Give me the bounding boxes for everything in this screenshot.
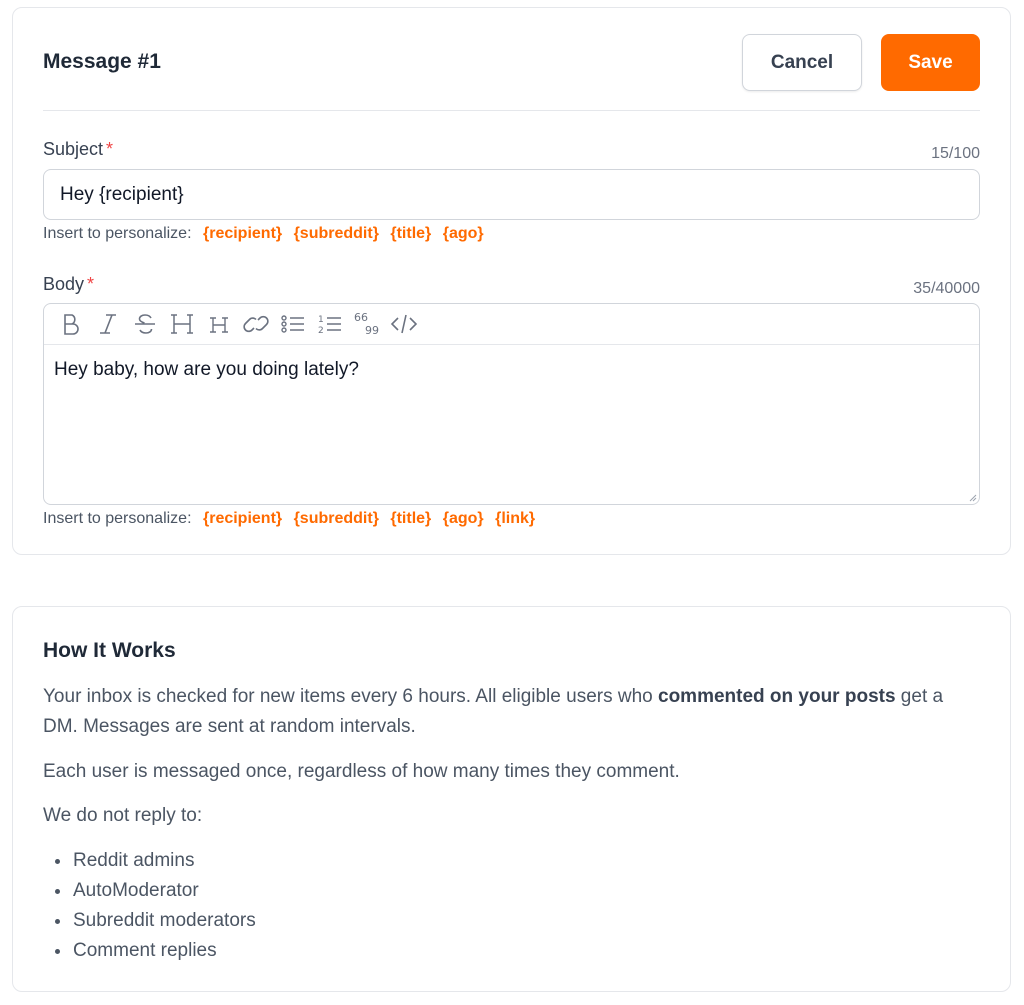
personalize-label: Insert to personalize: — [43, 510, 192, 527]
body-tag-link[interactable]: {link} — [495, 510, 536, 527]
subject-input[interactable] — [43, 169, 980, 220]
code-icon[interactable] — [387, 308, 421, 340]
body-personalize-row — [43, 510, 535, 528]
link-icon[interactable] — [239, 308, 273, 340]
svg-text:99: 99 — [365, 324, 379, 337]
subject-char-counter: 15/100 — [931, 145, 980, 162]
quote-icon[interactable] — [350, 308, 384, 340]
subject-value: Hey {recipient} — [60, 183, 184, 205]
how-it-works-card — [12, 606, 1011, 992]
svg-text:2: 2 — [318, 326, 324, 336]
card-header — [43, 8, 980, 111]
subject-tag-ago[interactable]: {ago} — [442, 225, 484, 242]
resize-handle-icon[interactable] — [967, 492, 977, 502]
message-editor-card — [12, 7, 1011, 555]
subject-label: Subject * — [43, 139, 114, 159]
strikethrough-icon[interactable] — [128, 308, 162, 340]
svg-text:66: 66 — [354, 311, 368, 324]
info-paragraph-exclusions: We do not reply to: — [43, 805, 203, 826]
list-item: AutoModerator — [43, 876, 256, 906]
body-tag-ago[interactable]: {ago} — [442, 510, 484, 527]
exclusion-list — [43, 846, 256, 966]
bullet-list-icon[interactable] — [276, 308, 310, 340]
body-tag-subreddit[interactable]: {subreddit} — [293, 510, 379, 527]
info-paragraph-schedule: Your inbox is checked for new items every 6 hours. All eligible users who commented on your posts get a DM. Messages are sent at random intervals. — [43, 686, 944, 737]
required-mark: * — [87, 274, 95, 294]
how-it-works-title: How It Works — [43, 639, 176, 662]
heading-large-icon[interactable] — [165, 308, 199, 340]
message-title: Message #1 — [43, 50, 161, 73]
subject-tag-subreddit[interactable]: {subreddit} — [293, 225, 379, 242]
body-label: Body * — [43, 274, 95, 294]
heading-small-icon[interactable] — [202, 308, 236, 340]
body-textarea[interactable]: Hey baby, how are you doing lately? — [54, 359, 359, 380]
body-char-counter: 35/40000 — [913, 280, 980, 297]
body-tag-recipient[interactable]: {recipient} — [202, 510, 283, 527]
list-item: Comment replies — [43, 936, 256, 966]
body-editor[interactable] — [43, 303, 980, 505]
body-tag-title[interactable]: {title} — [390, 510, 432, 527]
info-paragraph-once: Each user is messaged once, regardless of how many times they comment. — [43, 761, 680, 782]
save-button[interactable]: Save — [881, 34, 980, 91]
svg-text:1: 1 — [318, 315, 324, 325]
list-item: Reddit admins — [43, 846, 256, 876]
subject-personalize-row — [43, 225, 484, 243]
list-item: Subreddit moderators — [43, 906, 256, 936]
cancel-button[interactable]: Cancel — [742, 34, 862, 91]
editor-toolbar — [44, 304, 979, 345]
personalize-label: Insert to personalize: — [43, 225, 192, 242]
numbered-list-icon[interactable] — [313, 308, 347, 340]
subject-tag-title[interactable]: {title} — [390, 225, 432, 242]
required-mark: * — [106, 139, 114, 159]
subject-tag-recipient[interactable]: {recipient} — [202, 225, 283, 242]
italic-icon[interactable] — [91, 308, 125, 340]
bold-icon[interactable] — [54, 308, 88, 340]
